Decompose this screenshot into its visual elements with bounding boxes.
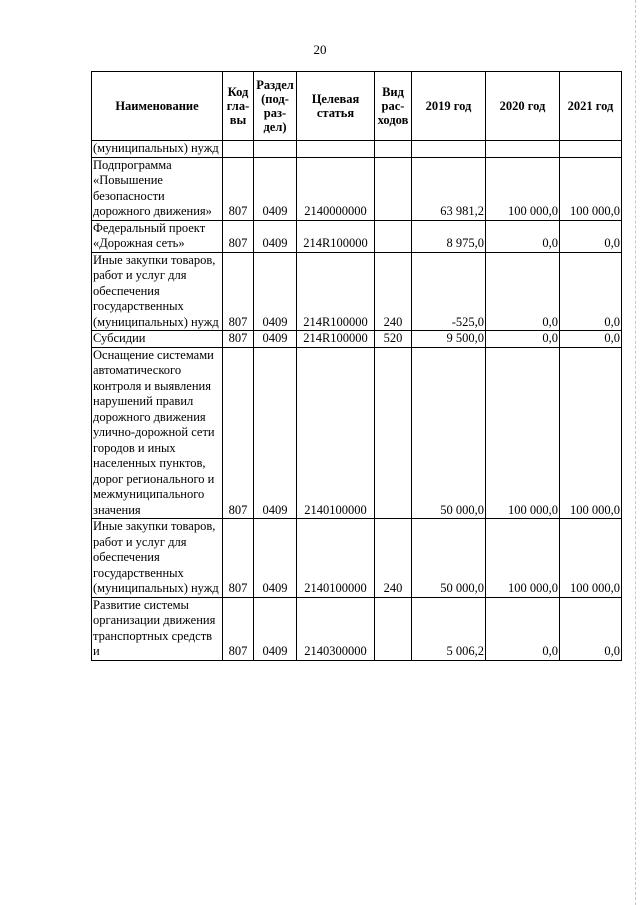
row-value-2021: 0,0: [560, 220, 622, 252]
table-row: [92, 141, 622, 158]
header-target-article: Целевая статья: [297, 72, 375, 141]
row-chapter-code: 807: [223, 252, 254, 331]
row-section: 0409: [254, 220, 297, 252]
row-expense-type: 240: [375, 519, 412, 598]
row-section: 0409: [254, 347, 297, 519]
row-value-2019: 5 006,2: [412, 597, 486, 660]
row-expense-type: [375, 347, 412, 519]
header-year-2020: 2020 год: [486, 72, 560, 141]
row-value-2019: 50 000,0: [412, 347, 486, 519]
row-name: Федеральный проект «Дорожная сеть»: [92, 220, 223, 252]
table-header-row: [92, 72, 622, 141]
row-chapter-code: [223, 141, 254, 158]
row-value-2021: 0,0: [560, 331, 622, 348]
row-target-article: 214R100000: [297, 331, 375, 348]
scan-edge-line: [634, 0, 636, 905]
table-row: [92, 157, 622, 220]
table-row: [92, 220, 622, 252]
row-target-article: 214R100000: [297, 220, 375, 252]
row-value-2021: 0,0: [560, 597, 622, 660]
table-row: [92, 331, 622, 348]
table-row: [92, 519, 622, 598]
page-number: 20: [313, 42, 327, 57]
row-name: Иные закупки товаров, работ и услуг для обеспечения государственных (муниципальных) нужд: [92, 519, 223, 598]
row-value-2020: 100 000,0: [486, 519, 560, 598]
row-section: 0409: [254, 157, 297, 220]
row-name: Развитие системы организации движения транспортных средств и: [92, 597, 223, 660]
row-chapter-code: 807: [223, 519, 254, 598]
header-section: Раздел (под- раз- дел): [254, 72, 297, 141]
row-expense-type: 240: [375, 252, 412, 331]
row-expense-type: 520: [375, 331, 412, 348]
row-value-2020: 0,0: [486, 597, 560, 660]
row-target-article: 214R100000: [297, 252, 375, 331]
row-value-2021: 100 000,0: [560, 157, 622, 220]
row-name: Оснащение системами автоматического контроля и выявления нарушений правил дорожного движения улично-дорожной сети городов и иных населенных пунктов, дорог регионального и межмуниципального значения: [92, 347, 223, 519]
row-section: 0409: [254, 597, 297, 660]
table-row: [92, 597, 622, 660]
header-year-2019: 2019 год: [412, 72, 486, 141]
row-target-article: 2140100000: [297, 519, 375, 598]
row-name: Подпрограмма «Повышение безопасности дорожного движения»: [92, 157, 223, 220]
header-chapter-code: Код гла- вы: [223, 72, 254, 141]
row-section: 0409: [254, 331, 297, 348]
row-chapter-code: 807: [223, 347, 254, 519]
row-value-2019: -525,0: [412, 252, 486, 331]
row-expense-type: [375, 157, 412, 220]
row-target-article: [297, 141, 375, 158]
row-value-2021: 100 000,0: [560, 519, 622, 598]
row-value-2019: [412, 141, 486, 158]
header-year-2021: 2021 год: [560, 72, 622, 141]
row-target-article: 2140300000: [297, 597, 375, 660]
header-name: Наименование: [92, 72, 223, 141]
row-expense-type: [375, 220, 412, 252]
row-name: (муниципальных) нужд: [92, 141, 223, 158]
row-value-2020: 0,0: [486, 252, 560, 331]
row-value-2019: 50 000,0: [412, 519, 486, 598]
row-expense-type: [375, 597, 412, 660]
row-value-2021: 0,0: [560, 252, 622, 331]
row-value-2020: [486, 141, 560, 158]
row-value-2020: 100 000,0: [486, 347, 560, 519]
row-section: 0409: [254, 519, 297, 598]
row-chapter-code: 807: [223, 220, 254, 252]
row-chapter-code: 807: [223, 157, 254, 220]
row-section: 0409: [254, 252, 297, 331]
row-value-2020: 0,0: [486, 331, 560, 348]
row-value-2019: 63 981,2: [412, 157, 486, 220]
row-section: [254, 141, 297, 158]
row-value-2020: 0,0: [486, 220, 560, 252]
row-value-2021: [560, 141, 622, 158]
row-expense-type: [375, 141, 412, 158]
row-value-2021: 100 000,0: [560, 347, 622, 519]
row-target-article: 2140100000: [297, 347, 375, 519]
row-value-2019: 8 975,0: [412, 220, 486, 252]
row-value-2019: 9 500,0: [412, 331, 486, 348]
row-target-article: 2140000000: [297, 157, 375, 220]
row-name: Иные закупки товаров, работ и услуг для обеспечения государственных (муниципальных) нужд: [92, 252, 223, 331]
row-chapter-code: 807: [223, 597, 254, 660]
table-row: [92, 347, 622, 519]
row-chapter-code: 807: [223, 331, 254, 348]
budget-table: [91, 71, 622, 661]
table-row: [92, 252, 622, 331]
header-expense-type: Вид рас- ходов: [375, 72, 412, 141]
row-name: Субсидии: [92, 331, 223, 348]
row-value-2020: 100 000,0: [486, 157, 560, 220]
